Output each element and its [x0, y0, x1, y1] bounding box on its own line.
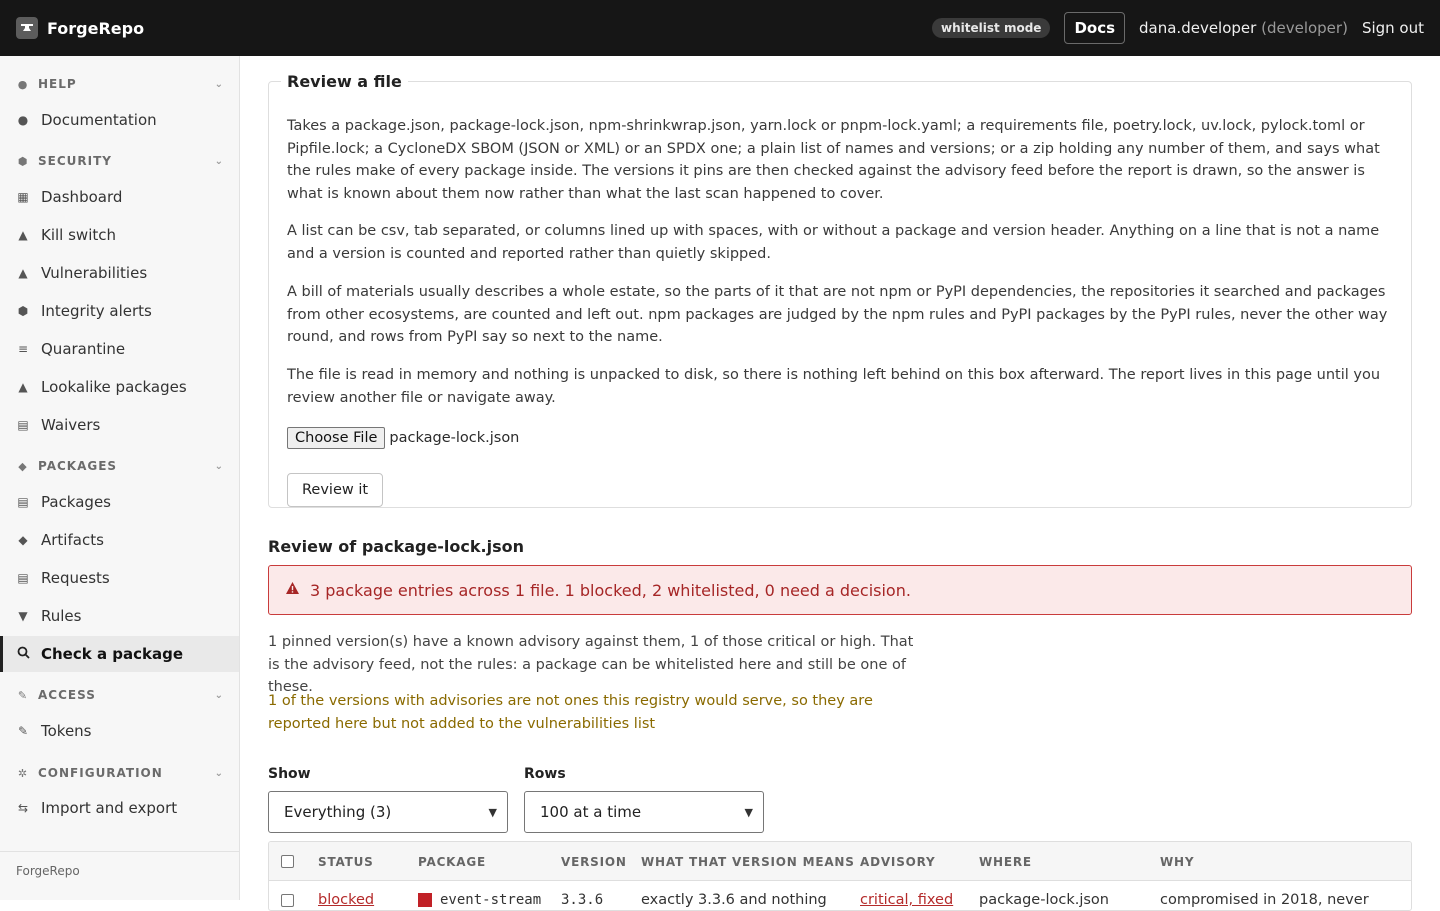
sidebar-footer: ForgeRepo [0, 851, 239, 890]
row-why: compromised in 2018, never [1160, 892, 1369, 908]
column-header-advisory[interactable]: ADVISORY [860, 855, 936, 869]
table-header [269, 842, 1412, 881]
review-file-panel [268, 72, 1412, 508]
column-header-version[interactable]: VERSION [561, 855, 627, 869]
sidebar-item-artifacts[interactable] [0, 522, 239, 558]
review-description-4: The file is read in memory and nothing is unpacked to disk, so there is nothing left behind on this box afterward. The report lives in this page until you review another file or navigate away. [287, 367, 1381, 406]
sidebar-item-dashboard[interactable] [0, 179, 239, 215]
shield-icon: ⬢ [17, 304, 29, 318]
review-summary-alert [268, 565, 1412, 615]
sidebar-item-vulnerabilities[interactable] [0, 255, 239, 291]
sidebar-item-import-and-export[interactable] [0, 790, 239, 826]
section-label: SECURITY [38, 154, 112, 168]
warning-icon: ▲ [18, 266, 28, 280]
section-label: CONFIGURATION [38, 766, 163, 780]
sidebar-section-configuration[interactable] [16, 763, 224, 783]
column-header-why[interactable]: WHY [1160, 855, 1195, 869]
sidebar-section-security[interactable] [16, 151, 224, 171]
row-package[interactable] [418, 892, 541, 908]
sidebar-section-packages[interactable] [16, 456, 224, 476]
filter-icon: ▼ [18, 609, 28, 623]
sidebar-item-label: Kill switch [41, 226, 116, 244]
sidebar-item-documentation[interactable] [0, 102, 239, 138]
info-circle-icon: ● [17, 113, 29, 127]
sidebar-item-kill-switch[interactable] [0, 217, 239, 253]
sidebar-item-lookalike-packages[interactable] [0, 369, 239, 405]
sidebar-item-label: Artifacts [41, 531, 104, 549]
cube-icon: ◆ [18, 459, 28, 473]
current-user [1139, 19, 1348, 37]
rows-per-page-value: 100 at a time [540, 803, 642, 821]
sidebar-item-label: Documentation [41, 111, 157, 129]
chevron-down-icon: ▼ [488, 805, 497, 819]
sidebar-item-packages[interactable] [0, 484, 239, 520]
sidebar-section-help[interactable] [16, 74, 224, 94]
chevron-down-icon: ⌄ [214, 155, 224, 167]
sidebar-item-rules[interactable] [0, 598, 239, 634]
column-header-status[interactable]: STATUS [318, 855, 374, 869]
rows-filter-label: Rows [524, 766, 566, 782]
sidebar-item-integrity-alerts[interactable] [0, 293, 239, 329]
chevron-down-icon: ⌄ [214, 78, 224, 90]
user-role: (developer) [1261, 19, 1348, 37]
sign-out-link[interactable]: Sign out [1361, 19, 1424, 37]
sidebar-item-quarantine[interactable] [0, 331, 239, 367]
dashboard-icon: ▦ [17, 190, 29, 204]
select-all-checkbox[interactable] [281, 855, 294, 868]
docs-button[interactable]: Docs [1064, 12, 1125, 44]
choose-file-button[interactable]: Choose File [287, 427, 385, 449]
sidebar-item-waivers[interactable] [0, 407, 239, 443]
row-select-checkbox[interactable] [281, 894, 294, 907]
sidebar-item-label: Import and export [41, 799, 178, 817]
rows-per-page-select[interactable] [524, 791, 764, 833]
brand[interactable] [16, 17, 144, 39]
sidebar-item-label: Dashboard [41, 188, 123, 206]
wrench-icon: ✎ [17, 688, 29, 702]
column-header-meaning[interactable]: WHAT THAT VERSION MEANS [641, 855, 855, 869]
brand-name: ForgeRepo [47, 18, 145, 38]
chevron-down-icon: ⌄ [214, 689, 224, 701]
row-meaning: exactly 3.3.6 and nothing [641, 892, 827, 908]
sidebar-item-label: Integrity alerts [41, 302, 152, 320]
sidebar-item-label: Quarantine [41, 340, 126, 358]
forge-logo-icon [16, 17, 38, 39]
npm-icon [418, 893, 432, 907]
mode-badge: whitelist mode [932, 18, 1050, 38]
row-where: package-lock.json [979, 892, 1109, 908]
sidebar-item-label: Packages [41, 493, 111, 511]
row-version: 3.3.6 [561, 892, 604, 908]
sidebar-item-label: Tokens [41, 722, 92, 740]
chevron-down-icon: ⌄ [214, 460, 224, 472]
show-filter-value: Everything (3) [284, 803, 392, 821]
cube-icon: ◆ [18, 533, 28, 547]
sidebar [0, 56, 240, 900]
arrows-icon: ⇆ [17, 801, 29, 815]
review-description-1: Takes a package.json, package-lock.json, npm-shrinkwrap.json, yarn.lock or pnpm-lock.yaml; a requirements file, poetry.lock, uv.lock, pylock.toml or Pipfile.lock; a CycloneDX SBOM (JSON or XML) or an SPDX one; a plain list of names and versions; or a zip holding any number of them, and says what the rules make of every package inside. The versions it pins are then checked against the advisory feed before the report is drawn, so the answer is what is known about them now rather than what the last scan happened to cover. [287, 118, 1380, 202]
selected-file-name: package-lock.json [389, 430, 520, 446]
top-bar [0, 0, 1440, 56]
sidebar-item-requests[interactable] [0, 560, 239, 596]
warning-icon: ▲ [18, 228, 28, 242]
show-filter-label: Show [268, 766, 311, 782]
sidebar-item-label: Check a package [41, 645, 184, 663]
info-circle-icon: ● [17, 77, 29, 91]
row-package-name: event-stream [440, 892, 542, 908]
section-label: ACCESS [38, 688, 96, 702]
sidebar-item-label: Requests [41, 569, 110, 587]
sidebar-item-tokens[interactable] [0, 713, 239, 749]
section-label: HELP [38, 77, 77, 91]
review-description-2: A list can be csv, tab separated, or columns lined up with spaces, with or without a package and version header. Anything on a line that is not a name and a version is counted and reported rather than quietly skipped. [287, 223, 1380, 262]
alert-text: 3 package entries across 1 file. 1 blocked, 2 whitelisted, 0 need a decision. [310, 580, 911, 600]
sidebar-section-access[interactable] [16, 685, 224, 705]
chevron-down-icon: ▼ [744, 805, 753, 819]
review-panel-title: Review a file [287, 72, 402, 91]
list-icon: ≡ [17, 342, 29, 356]
show-filter-select[interactable] [268, 791, 508, 833]
search-icon [16, 646, 30, 662]
advisory-note: 1 pinned version(s) have a known advisory against them, 1 of those critical or high. That is the advisory feed, not the rules: a package can be whitelisted here and still be one of these. [268, 634, 914, 695]
sidebar-item-label: Waivers [41, 416, 101, 434]
sidebar-item-label: Vulnerabilities [41, 264, 148, 282]
review-description-3: A bill of materials usually describes a whole estate, so the parts of it that are not npm or PyPI dependencies, the repositories it searched and packages from other ecosystems, are counted and left out. npm packages are judged by the npm rules and PyPI packages by the PyPI rules, never the other way round, and rows from PyPI say so next to the name. [287, 284, 1388, 345]
review-results-table [268, 841, 1412, 911]
gear-icon: ✲ [17, 766, 29, 780]
advisory-warning-note: 1 of the versions with advisories are not ones this registry would serve, so they are reported here but not added to the vulnerabilities list [268, 693, 873, 732]
warning-icon: ▲ [18, 380, 28, 394]
section-label: PACKAGES [38, 459, 118, 473]
row-advisory-link[interactable]: critical, fixed [860, 892, 954, 908]
review-it-button[interactable]: Review it [287, 473, 383, 507]
sidebar-item-check-a-package[interactable] [0, 636, 239, 672]
chevron-down-icon: ⌄ [214, 767, 224, 779]
row-status-link[interactable]: blocked [318, 892, 375, 908]
document-icon: ▤ [17, 418, 29, 432]
key-icon: ✎ [17, 724, 29, 738]
package-icon: ▤ [17, 495, 29, 509]
column-header-package[interactable]: PACKAGE [418, 855, 487, 869]
review-result-title: Review of package-lock.json [268, 537, 524, 556]
user-name: dana.developer [1139, 19, 1257, 37]
file-input[interactable] [287, 427, 519, 449]
column-header-where[interactable]: WHERE [979, 855, 1032, 869]
shield-icon: ⬢ [17, 154, 29, 168]
warning-icon [285, 581, 300, 599]
document-icon: ▤ [17, 571, 29, 585]
sidebar-item-label: Rules [41, 607, 82, 625]
sidebar-item-label: Lookalike packages [41, 378, 187, 396]
